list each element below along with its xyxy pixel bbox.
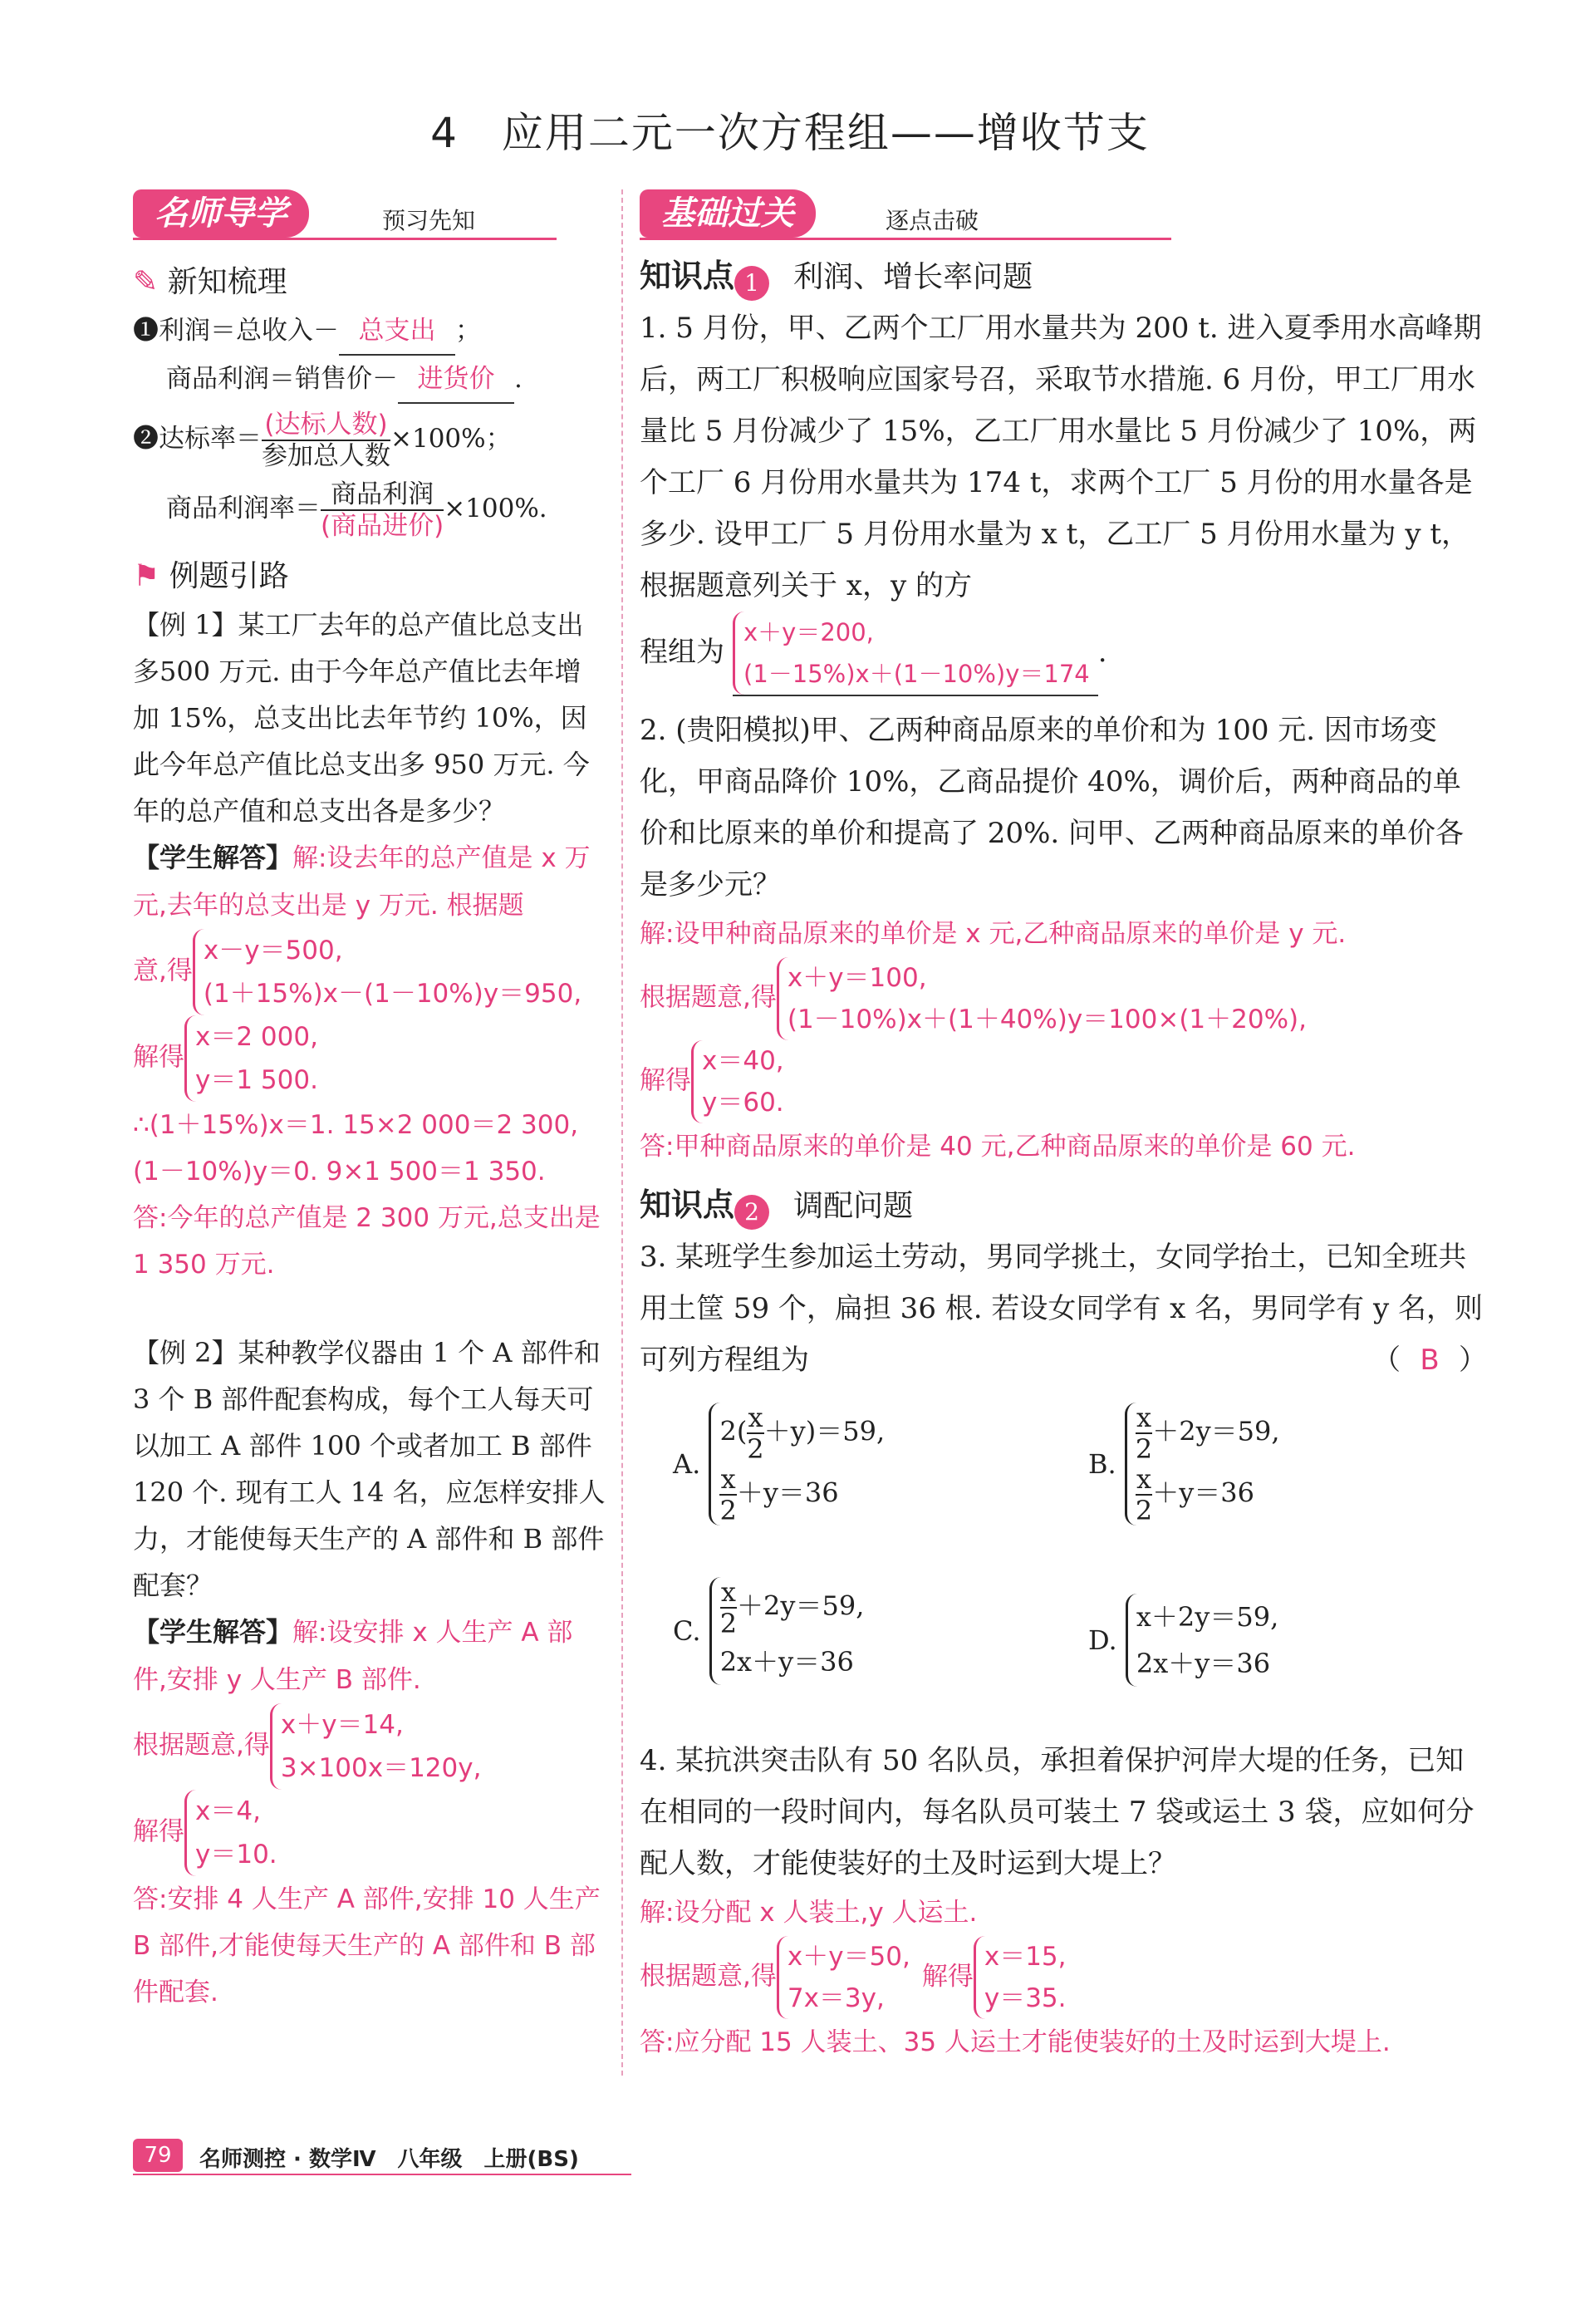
- right-banner: [640, 189, 1171, 239]
- option-d: D. x＋2y＝59, 2x＋y＝36: [1088, 1594, 1278, 1687]
- pass-rate-fraction: $\frac{\text{(达标人数)}}{\text{参加总人数}}$: [262, 409, 390, 471]
- right-banner-label: 基础过关: [640, 189, 816, 238]
- q1-answer-system: x＋y＝200, (1－15%)x＋(1－10%)y＝174: [733, 612, 1090, 695]
- q2-solution: x＝40, y＝60.: [691, 1040, 784, 1123]
- q4-system: x＋y＝50, 7x＝3y,: [777, 1936, 910, 2019]
- footer-text: 名师测控 · 数学Ⅳ 八年级 上册(BS): [199, 2147, 579, 2172]
- examples-heading: ⚑ 例题引路: [133, 559, 289, 593]
- question-3: 3. 某班学生参加运土劳动，男同学挑土，女同学抬土，已知全班共用土筐 59 个，扁担 36 根. 若设女同学有 x 名，男同学有 y 名，则可列方程组为 （ B ） A. 2( $\frac{x}{2}$ ＋y)＝59, $\frac{x}{2}$ ＋y＝36 B. $\frac{x}{2}$ ＋2y＝59, $\frac{x}{2}$ ＋y＝36 C. $\frac{x}{2}$ ＋2y＝59, 2x＋y＝36 D. x＋2y＝59, 2x＋y＝36: [640, 1231, 1487, 1735]
- column-divider: [621, 189, 623, 2076]
- right-column: [640, 249, 1487, 2066]
- pencil-icon: ✎: [133, 265, 159, 299]
- q4-solution: x＝15, y＝35.: [974, 1936, 1067, 2019]
- fill-purchase-price: 进货价: [398, 356, 514, 404]
- footer: [133, 2137, 631, 2175]
- q3-options: [640, 1386, 1487, 1735]
- page-title: 4 应用二元一次方程组——增收节支: [430, 109, 1150, 157]
- profit-rate-fraction: $\frac{\text{商品利润}}{\text{(商品进价)}}$: [321, 479, 444, 541]
- ex1-system: x－y＝500, (1＋15%)x－(1－10%)y＝950,: [193, 929, 581, 1015]
- knowledge-point-1: 知识点 1 利润、增长率问题: [640, 249, 1487, 302]
- new-knowledge-body: ❶利润＝总收入－ 总支出 ； 商品利润＝销售价－ 进货价 . ❷达标率＝ $\frac{\text{(达标人数)}}{\text{参加总人数}}$ ×100%； 商品利润率＝ $\frac{\text{商品利润}}{\text{(商品进价)}}$ ×100%.: [133, 307, 606, 543]
- signpost-icon: ⚑: [133, 559, 160, 593]
- option-b: B. $\frac{x}{2}$ ＋2y＝59, $\frac{x}{2}$ ＋y＝36: [1088, 1402, 1280, 1526]
- ex2-solution: x＝4, y＝10.: [184, 1790, 277, 1876]
- right-banner-sub: 逐点击破: [886, 207, 979, 234]
- left-banner-sub: 预习先知: [382, 207, 476, 234]
- fill-total-expense: 总支出: [339, 307, 455, 356]
- ex2-system: x＋y＝14, 3×100x＝120y,: [270, 1703, 482, 1790]
- question-2: 2. (贵阳模拟)甲、乙两种商品原来的单价和为 100 元. 因市场变化，甲商品降价 10%，乙商品提价 40%，调价后，两种商品的单价和比原来的单价和提高了 20%. 问甲、乙两种商品原来的单价各是多少元？ 解:设甲种商品原来的单价是 x 元,乙种商品原来的单价是 y 元. 根据题意,得 x＋y＝100, (1－10%)x＋(1＋40%)y＝100×(1＋20%), 解得 x＝40, y＝60. 答:甲种商品原来的单价是 40 元,乙种商品原来的单价是 60 元.: [640, 714, 1464, 1162]
- q2-system: x＋y＝100, (1－10%)x＋(1＋40%)y＝100×(1＋20%),: [777, 957, 1307, 1040]
- option-a: A. 2( $\frac{x}{2}$ ＋y)＝59, $\frac{x}{2}$ ＋y＝36: [673, 1402, 886, 1526]
- page-number: 79: [133, 2139, 183, 2172]
- left-banner-label: 名师导学: [133, 189, 309, 238]
- example-2: 【例 2】某种教学仪器由 1 个 A 部件和 3 个 B 部件配套构成，每个工人每天可以加工 A 部件 100 个或者加工 B 部件 120 个. 现有工人 14 名，应怎样安排人力，才能使每天生产的 A 部件和 B 部件配套？ 【学生解答】解:设安排 x 人生产 A 部件,安排 y 人生产 B 部件. 根据题意,得 x＋y＝14, 3×100x＝120y, 解得 x＝4, y＝10. 答:安排 4 人生产 A 部件,安排 10 人生产 B 部件,才能使每天生产的 A 部件和 B 部件配套.: [133, 1337, 606, 2007]
- example-1: 【例 1】某工厂去年的总产值比总支出多500 万元. 由于今年总产值比去年增加 15%，总支出比去年节约 10%，因此今年总产值比总支出多 950 万元. 今年的总产值和总支出各是多少？ 【学生解答】解:设去年的总产值是 x 万元,去年的总支出是 y 万元. 根据题 意,得 x－y＝500, (1＋15%)x－(1－10%)y＝950, 解得 x＝2 000, y＝1 500. ∴(1＋15%)x＝1. 15×2 000＝2 300, (1－10%)y＝0. 9×1 500＝1 350. 答:今年的总产值是 2 300 万元,总支出是 1 350 万元.: [133, 609, 601, 1280]
- question-4: 4. 某抗洪突击队有 50 名队员，承担着保护河岸大堤的任务，已知在相同的一段时间内，每名队员可装土 7 袋或运土 3 袋，应如何分配人数，才能使装好的土及时运到大堤上？ 解:设分配 x 人装土,y 人运土. 根据题意,得 x＋y＝50, 7x＝3y, 解得 x＝15, y＝35. 答:应分配 15 人装土、35 人运土才能使装好的土及时运到大堤上.: [640, 1744, 1475, 2057]
- left-banner: [133, 189, 557, 239]
- right-banner-rule: [640, 238, 1171, 240]
- left-banner-rule: [133, 238, 557, 240]
- knowledge-point-2: 知识点 2 调配问题: [640, 1178, 1487, 1231]
- new-knowledge-heading: ✎ 新知梳理: [133, 265, 287, 299]
- ex1-solution: x＝2 000, y＝1 500.: [184, 1015, 318, 1102]
- q3-answer: B: [1420, 1344, 1440, 1377]
- option-c: C. $\frac{x}{2}$ ＋2y＝59, 2x＋y＝36: [673, 1577, 864, 1685]
- left-column: [133, 258, 606, 2016]
- question-1: 1. 5 月份，甲、乙两个工厂用水量共为 200 t. 进入夏季用水高峰期后，两工厂积极响应国家号召，采取节水措施. 6 月份，甲工厂用水量比 5 月份减少了 15%，乙工厂用水量比 5 月份减少了 10%，两个工厂 6 月份用水量共为 174 t，求两个工厂 5 月份的用水量各是多少. 设甲工厂 5 月份用水量为 x t，乙工厂 5 月份用水量为 y t，根据题意列关于 x，y 的方 程组为 x＋y＝200, (1－15%)x＋(1－10%)y＝174 .: [640, 302, 1487, 696]
